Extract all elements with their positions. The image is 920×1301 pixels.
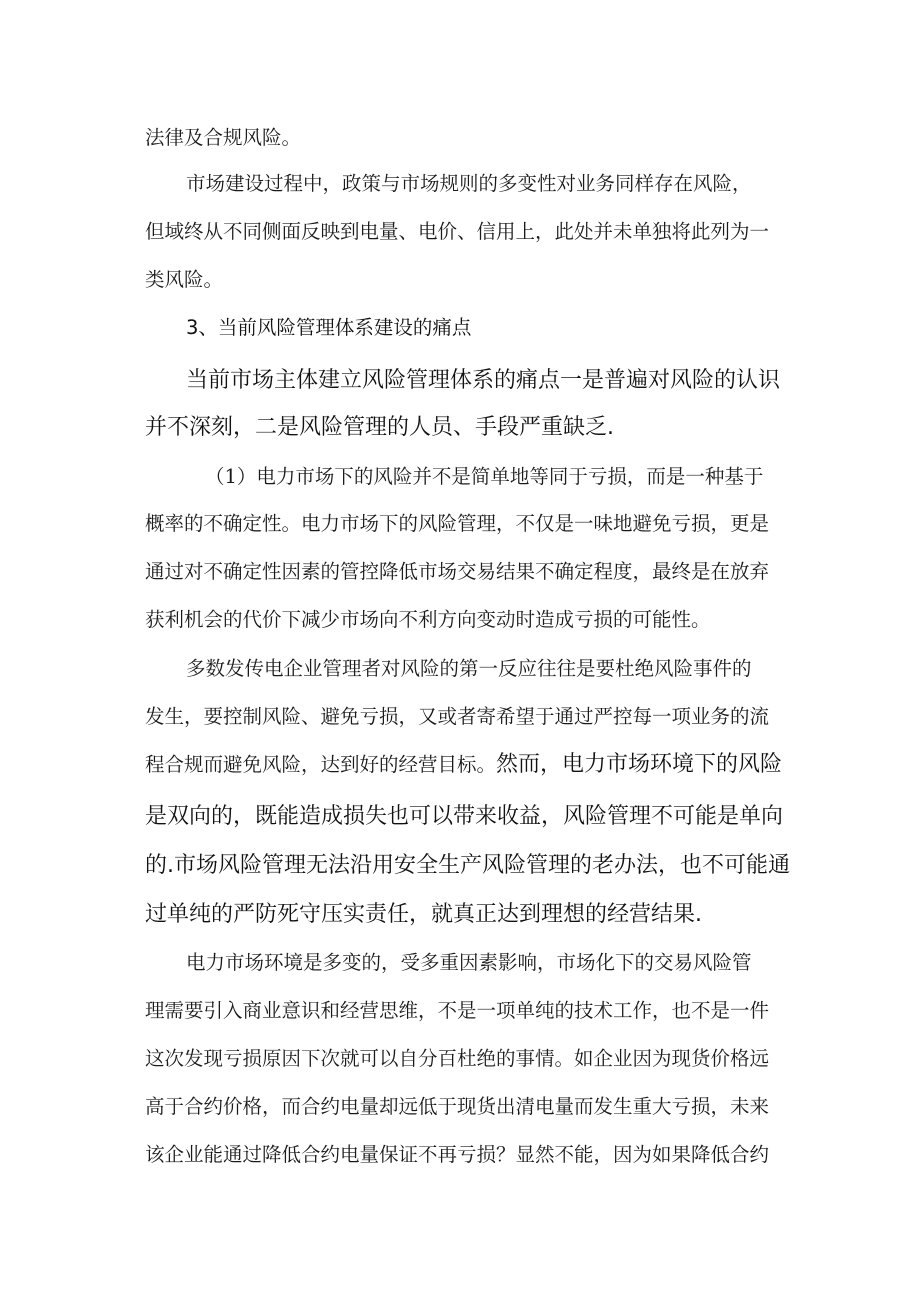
text-line: 但域终从不同侧面反映到电量、电价、信用上，此处并未单独将此列为一 (145, 220, 770, 243)
text-line: 该企业能通过降低合约电量保证不再亏损？显然不能，因为如果降低合约 (145, 1143, 770, 1166)
bold-text-segment: 然而，电力市场环境下的风险 (496, 752, 783, 777)
text-line: 概率的不确定性。电力市场下的风险管理，不仅是一味地避免亏损，更是 (145, 512, 770, 535)
text-line: 获利机会的代价下减少市场向不利方向变动时造成亏损的可能性。 (145, 608, 711, 631)
text-line: 法律及合规风险。 (145, 126, 302, 149)
text-line: 多数发传电企业管理者对风险的第一反应往往是要杜绝风险事件的 (186, 657, 752, 680)
text-line: 电力市场环境是多变的，受多重因素影响，市场化下的交易风险管 (186, 951, 752, 974)
bold-text-line: 过单纯的严防死守压实责任，就真正达到理想的经营结果. (145, 902, 702, 927)
bold-text-line: 的.市场风险管理无法沿用安全生产风险管理的老办法，也不可能通 (145, 853, 790, 878)
bold-text-line: 是双向的，既能造成损失也可以带来收益，风险管理不可能是单向 (145, 804, 784, 829)
text-line: 高于合约价格，而合约电量却远低于现货出清电量而发生重大亏损，未来 (145, 1095, 770, 1118)
text-line: 理需要引入商业意识和经营思维，不是一项单纯的技术工作，也不是一件 (145, 999, 770, 1022)
text-segment: 程合规而避免风险，达到好的经营目标。 (145, 753, 497, 776)
text-line: 这次发现亏损原因下次就可以自分百杜绝的事情。如企业因为现货价格远 (145, 1047, 770, 1070)
section-heading: 3、当前风险管理体系建设的痛点 (186, 316, 472, 339)
mixed-text-line (145, 753, 782, 777)
text-line: 类风险。 (145, 268, 224, 291)
bold-text-line: 并不深刻，二是风险管理的人员、手段严重缺乏. (145, 415, 614, 440)
bold-text-line: 当前市场主体建立风险管理体系的痛点一是普遍对风险的认识 (186, 368, 781, 393)
text-line: 市场建设过程中，政策与市场规则的多变性对业务同样存在风险， (186, 172, 752, 195)
text-line: （1）电力市场下的风险并不是简单地等同于亏损，而是一种基于 (205, 465, 764, 488)
text-line: 发生，要控制风险、避免亏损，又或者寄希望于通过严控每一项业务的流 (145, 705, 770, 728)
text-line: 通过对不确定性因素的管控降低市场交易结果不确定程度，最终是在放弃 (145, 560, 770, 583)
